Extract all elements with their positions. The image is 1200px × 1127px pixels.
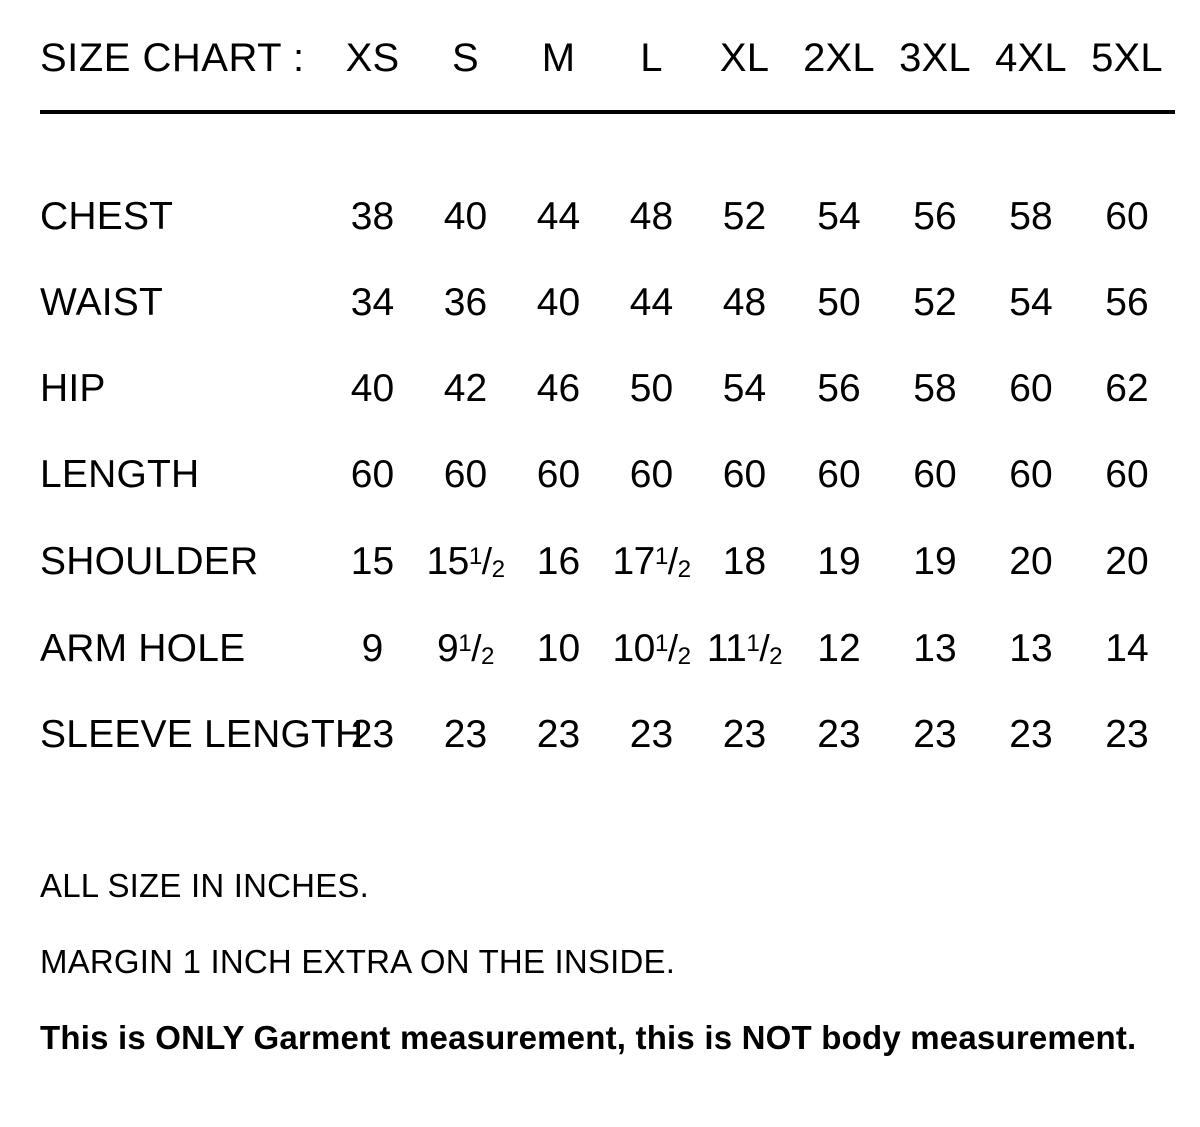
fraction-slash: /	[481, 540, 492, 582]
table-row	[40, 605, 1175, 692]
measurement-cell: 13	[913, 627, 957, 670]
measurement-cell: 40	[350, 367, 395, 410]
measurement-cell: 58	[913, 367, 957, 410]
size-header-4xl: 4XL	[995, 36, 1067, 80]
measurement-cell: 56	[817, 367, 861, 410]
chart-title: SIZE CHART :	[40, 36, 305, 80]
measurement-cell: 60	[536, 453, 581, 496]
measurement-fraction	[612, 518, 690, 605]
measurement-fraction	[426, 518, 504, 605]
measurement-cell: 48	[722, 281, 767, 324]
note-line: ALL SIZE IN INCHES.	[40, 867, 369, 904]
measurement-cell: 60	[350, 453, 395, 496]
size-header-3xl: 3XL	[899, 36, 971, 80]
measurement-cell: 9	[361, 627, 384, 670]
header-divider-row	[40, 94, 1175, 128]
measurement-cell: 40	[536, 281, 581, 324]
measurement-whole: 9	[437, 627, 459, 670]
row-label: WAIST	[40, 281, 164, 324]
measurement-cell: 23	[443, 713, 488, 756]
measurement-cell: 56	[1105, 281, 1149, 324]
measurement-cell: 60	[443, 453, 488, 496]
measurement-cell: 20	[1009, 540, 1053, 583]
measurement-cell: 23	[536, 713, 581, 756]
row-label: HIP	[40, 367, 106, 410]
measurement-cell: 60	[913, 453, 957, 496]
measurement-cell: 54	[817, 195, 861, 238]
measurement-cell: 56	[913, 195, 957, 238]
measurement-fraction	[612, 605, 690, 692]
measurement-cell: 60	[722, 453, 767, 496]
fraction-denominator: 2	[481, 642, 494, 670]
measurement-cell: 54	[1009, 281, 1053, 324]
size-header-2xl: 2XL	[803, 36, 875, 80]
measurement-cell	[605, 605, 698, 692]
note-line: MARGIN 1 INCH EXTRA ON THE INSIDE.	[40, 943, 676, 980]
fraction-numerator: 1	[468, 542, 482, 570]
size-header-5xl: 5XL	[1091, 36, 1163, 80]
measurement-cell: 60	[1105, 195, 1149, 238]
fraction-denominator: 2	[677, 642, 691, 670]
measurement-fraction	[707, 605, 782, 692]
measurement-cell: 52	[913, 281, 957, 324]
measurement-whole: 15	[426, 540, 469, 583]
fraction-denominator: 2	[769, 642, 783, 670]
measurement-cell: 23	[817, 713, 861, 756]
table-header-row	[40, 22, 1175, 94]
measurement-cell: 10	[536, 627, 581, 670]
measurement-cell: 52	[722, 195, 767, 238]
measurement-cell: 16	[536, 540, 581, 583]
measurement-cell: 54	[722, 367, 767, 410]
row-label: SHOULDER	[40, 540, 259, 583]
fraction-denominator: 2	[677, 555, 691, 583]
measurement-whole: 11	[706, 627, 747, 670]
measurement-cell: 60	[1009, 453, 1053, 496]
fraction-slash: /	[667, 627, 678, 669]
fraction-numerator: 1	[654, 542, 668, 570]
measurement-cell	[605, 518, 698, 605]
measurement-cell: 13	[1009, 627, 1053, 670]
measurement-cell	[419, 518, 512, 605]
measurement-cell: 48	[629, 195, 674, 238]
fraction-numerator: 1	[654, 629, 668, 657]
measurement-cell: 36	[443, 281, 488, 324]
measurement-cell	[419, 605, 512, 692]
measurement-cell	[698, 605, 791, 692]
row-label: SLEEVE LENGTH	[40, 713, 364, 756]
measurement-cell: 50	[817, 281, 861, 324]
measurement-cell: 58	[1009, 195, 1053, 238]
table-row	[40, 174, 1175, 260]
header-spacer-cell	[40, 128, 1175, 174]
fraction-slash: /	[759, 627, 770, 669]
measurement-cell: 23	[722, 713, 767, 756]
size-header-s: S	[452, 36, 479, 80]
fraction-numerator: 1	[458, 629, 472, 657]
measurement-cell: 44	[629, 281, 674, 324]
size-header-xs: XS	[345, 36, 400, 80]
size-chart-table	[40, 22, 1175, 778]
measurement-cell: 23	[350, 713, 395, 756]
size-header-m: M	[541, 36, 576, 80]
notes-block	[40, 848, 1160, 1076]
measurement-cell: 18	[722, 540, 767, 583]
measurement-cell: 44	[536, 195, 581, 238]
measurement-cell: 40	[443, 195, 488, 238]
measurement-cell: 12	[817, 627, 861, 670]
measurement-cell: 34	[350, 281, 395, 324]
measurement-cell: 20	[1105, 540, 1149, 583]
table-row	[40, 432, 1175, 518]
table-row	[40, 518, 1175, 605]
row-label: ARM HOLE	[40, 627, 246, 670]
table-row	[40, 692, 1175, 778]
measurement-cell: 23	[629, 713, 674, 756]
row-label: CHEST	[40, 195, 174, 238]
table-body	[40, 174, 1175, 778]
measurement-cell: 60	[1009, 367, 1053, 410]
measurement-cell: 23	[1009, 713, 1053, 756]
measurement-cell: 60	[1105, 453, 1149, 496]
measurement-whole: 10	[612, 627, 655, 670]
measurement-cell: 42	[443, 367, 488, 410]
measurement-cell: 19	[817, 540, 861, 583]
header-divider-cell	[40, 94, 1175, 128]
size-header-xl: XL	[719, 36, 770, 80]
measurement-cell: 38	[350, 195, 395, 238]
measurement-cell: 46	[536, 367, 581, 410]
measurement-whole: 17	[612, 540, 655, 583]
measurement-cell: 23	[913, 713, 957, 756]
fraction-slash: /	[667, 540, 678, 582]
fraction-slash: /	[471, 627, 481, 669]
size-header-l: L	[640, 36, 663, 80]
measurement-fraction	[437, 605, 494, 692]
measurement-cell: 62	[1105, 367, 1149, 410]
measurement-cell: 14	[1105, 627, 1149, 670]
measurement-cell: 60	[817, 453, 861, 496]
measurement-cell: 23	[1105, 713, 1149, 756]
note-line-bold: This is ONLY Garment measurement, this is NOT body measurement.	[40, 1019, 1137, 1056]
measurement-cell: 50	[629, 367, 674, 410]
row-label: LENGTH	[40, 453, 200, 496]
measurement-cell: 15	[350, 540, 395, 583]
measurement-cell: 19	[913, 540, 957, 583]
measurement-cell: 60	[629, 453, 674, 496]
table-row	[40, 346, 1175, 432]
table-row	[40, 260, 1175, 346]
fraction-numerator: 1	[746, 629, 760, 657]
fraction-denominator: 2	[491, 555, 505, 583]
header-divider	[40, 110, 1175, 114]
header-spacer-row	[40, 128, 1175, 174]
